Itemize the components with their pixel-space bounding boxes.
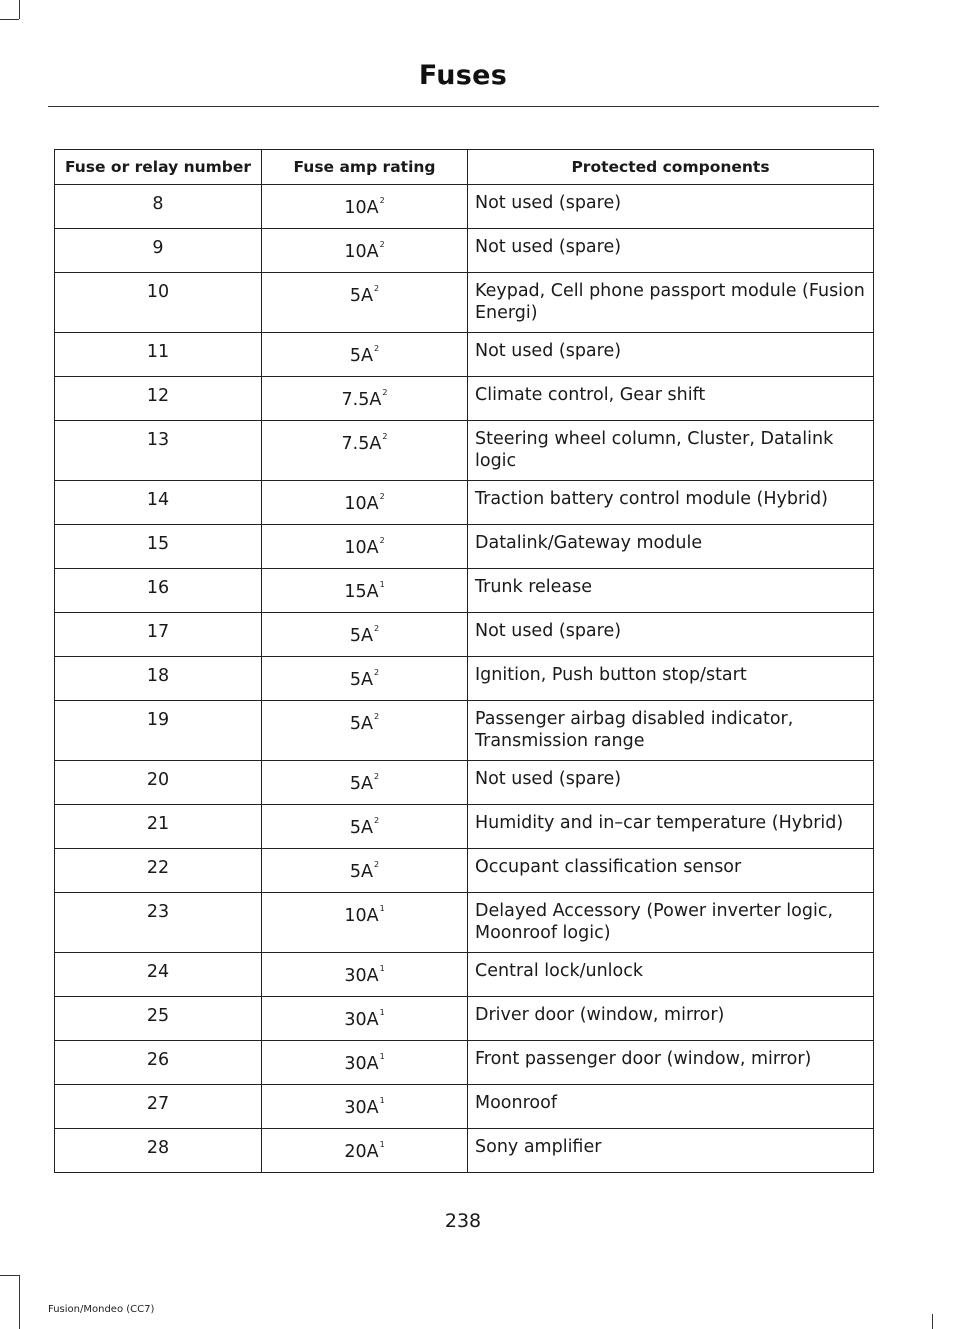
crop-mark bbox=[19, 0, 20, 19]
footnote-marker: 2 bbox=[374, 668, 380, 677]
footnote-marker: 2 bbox=[374, 712, 380, 721]
table-row bbox=[55, 377, 874, 421]
protected-component: Climate control, Gear shift bbox=[468, 377, 874, 421]
protected-component: Not used (spare) bbox=[468, 761, 874, 805]
amp-rating: 7.5A bbox=[341, 390, 382, 410]
protected-component: Steering wheel column, Cluster, Datalink logic bbox=[468, 421, 874, 481]
fuse-number: 19 bbox=[55, 701, 262, 761]
amp-rating: 5A bbox=[349, 862, 373, 882]
amp-rating: 5A bbox=[349, 714, 373, 734]
footnote-marker: 2 bbox=[382, 388, 388, 397]
amp-rating: 30A bbox=[344, 966, 379, 986]
table-row bbox=[55, 1085, 874, 1129]
protected-component: Not used (spare) bbox=[468, 613, 874, 657]
table-header-row bbox=[55, 150, 874, 185]
footnote-marker: 1 bbox=[379, 580, 385, 589]
table-row bbox=[55, 953, 874, 997]
fuse-number: 21 bbox=[55, 805, 262, 849]
fuse-number: 27 bbox=[55, 1085, 262, 1129]
amp-rating: 10A bbox=[344, 198, 379, 218]
protected-component: Trunk release bbox=[468, 569, 874, 613]
crop-mark bbox=[0, 19, 19, 20]
table-row bbox=[55, 997, 874, 1041]
fuse-number: 24 bbox=[55, 953, 262, 997]
title-divider bbox=[48, 106, 879, 107]
amp-rating-cell bbox=[262, 805, 468, 849]
table-row bbox=[55, 421, 874, 481]
amp-rating: 5A bbox=[349, 626, 373, 646]
amp-rating: 30A bbox=[344, 1054, 379, 1074]
amp-rating-cell bbox=[262, 953, 468, 997]
footnote-marker: 2 bbox=[374, 816, 380, 825]
footnote-marker: 2 bbox=[382, 432, 388, 441]
amp-rating-cell bbox=[262, 377, 468, 421]
protected-component: Front passenger door (window, mirror) bbox=[468, 1041, 874, 1085]
footnote-marker: 1 bbox=[379, 904, 385, 913]
amp-rating-cell bbox=[262, 893, 468, 953]
amp-rating-cell bbox=[262, 185, 468, 229]
table-row bbox=[55, 1129, 874, 1173]
footnote-marker: 2 bbox=[374, 624, 380, 633]
table-row bbox=[55, 1041, 874, 1085]
fuse-number: 18 bbox=[55, 657, 262, 701]
protected-component: Central lock/unlock bbox=[468, 953, 874, 997]
protected-component: Moonroof bbox=[468, 1085, 874, 1129]
protected-component: Occupant classification sensor bbox=[468, 849, 874, 893]
protected-component: Delayed Accessory (Power inverter logic, Moonroof logic) bbox=[468, 893, 874, 953]
amp-rating-cell bbox=[262, 613, 468, 657]
table-row bbox=[55, 849, 874, 893]
footnote-marker: 1 bbox=[379, 1052, 385, 1061]
amp-rating-cell bbox=[262, 333, 468, 377]
footnote-marker: 2 bbox=[379, 196, 385, 205]
amp-rating: 30A bbox=[344, 1098, 379, 1118]
amp-rating-cell bbox=[262, 421, 468, 481]
fuse-number: 13 bbox=[55, 421, 262, 481]
footnote-marker: 1 bbox=[379, 1096, 385, 1105]
protected-component: Humidity and in–car temperature (Hybrid) bbox=[468, 805, 874, 849]
protected-component: Driver door (window, mirror) bbox=[468, 997, 874, 1041]
fuse-number: 10 bbox=[55, 273, 262, 333]
fuse-number: 16 bbox=[55, 569, 262, 613]
amp-rating: 20A bbox=[344, 1142, 379, 1162]
amp-rating: 5A bbox=[349, 286, 373, 306]
fuse-number: 14 bbox=[55, 481, 262, 525]
amp-rating-cell bbox=[262, 525, 468, 569]
amp-rating: 5A bbox=[349, 346, 373, 366]
footnote-marker: 1 bbox=[379, 1008, 385, 1017]
table-row bbox=[55, 185, 874, 229]
fuse-number: 22 bbox=[55, 849, 262, 893]
amp-rating-cell bbox=[262, 1129, 468, 1173]
amp-rating-cell bbox=[262, 701, 468, 761]
fuse-number: 9 bbox=[55, 229, 262, 273]
fuse-number: 25 bbox=[55, 997, 262, 1041]
amp-rating: 15A bbox=[344, 582, 379, 602]
footer-model: Fusion/Mondeo (CC7) bbox=[48, 1304, 155, 1315]
amp-rating-cell bbox=[262, 849, 468, 893]
footnote-marker: 1 bbox=[379, 964, 385, 973]
page-number: 238 bbox=[444, 1210, 482, 1232]
fuse-number: 12 bbox=[55, 377, 262, 421]
protected-component: Ignition, Push button stop/start bbox=[468, 657, 874, 701]
amp-rating-cell bbox=[262, 273, 468, 333]
fuse-table-body bbox=[55, 185, 874, 1173]
page-title: Fuses bbox=[418, 60, 508, 91]
table-row bbox=[55, 525, 874, 569]
footnote-marker: 2 bbox=[374, 772, 380, 781]
amp-rating-cell bbox=[262, 1041, 468, 1085]
amp-rating: 10A bbox=[344, 538, 379, 558]
footnote-marker: 2 bbox=[379, 536, 385, 545]
fuse-number: 15 bbox=[55, 525, 262, 569]
amp-rating: 10A bbox=[344, 494, 379, 514]
amp-rating-cell bbox=[262, 997, 468, 1041]
table-row bbox=[55, 333, 874, 377]
footnote-marker: 2 bbox=[374, 860, 380, 869]
amp-rating: 7.5A bbox=[341, 434, 382, 454]
fuse-number: 23 bbox=[55, 893, 262, 953]
amp-rating: 10A bbox=[344, 242, 379, 262]
protected-component: Keypad, Cell phone passport module (Fusion Energi) bbox=[468, 273, 874, 333]
table-row bbox=[55, 893, 874, 953]
amp-rating-cell bbox=[262, 657, 468, 701]
protected-component: Datalink/Gateway module bbox=[468, 525, 874, 569]
column-header-protected-components: Protected components bbox=[468, 150, 874, 185]
column-header-amp-rating: Fuse amp rating bbox=[262, 150, 468, 185]
table-row bbox=[55, 273, 874, 333]
fuse-number: 26 bbox=[55, 1041, 262, 1085]
table-row bbox=[55, 481, 874, 525]
table-row bbox=[55, 805, 874, 849]
amp-rating-cell bbox=[262, 481, 468, 525]
fuse-number: 20 bbox=[55, 761, 262, 805]
protected-component: Passenger airbag disabled indicator, Transmission range bbox=[468, 701, 874, 761]
crop-mark bbox=[19, 1275, 20, 1329]
table-row bbox=[55, 701, 874, 761]
amp-rating: 30A bbox=[344, 1010, 379, 1030]
table-row bbox=[55, 569, 874, 613]
amp-rating: 5A bbox=[349, 818, 373, 838]
amp-rating-cell bbox=[262, 569, 468, 613]
protected-component: Sony amplifier bbox=[468, 1129, 874, 1173]
fuse-number: 28 bbox=[55, 1129, 262, 1173]
fuse-number: 8 bbox=[55, 185, 262, 229]
protected-component: Not used (spare) bbox=[468, 185, 874, 229]
table-row bbox=[55, 613, 874, 657]
footnote-marker: 2 bbox=[374, 344, 380, 353]
footnote-marker: 2 bbox=[379, 492, 385, 501]
fuse-number: 11 bbox=[55, 333, 262, 377]
crop-mark bbox=[932, 1314, 933, 1329]
fuse-table bbox=[54, 149, 874, 1173]
amp-rating: 10A bbox=[344, 906, 379, 926]
column-header-fuse-number: Fuse or relay number bbox=[55, 150, 262, 185]
amp-rating-cell bbox=[262, 761, 468, 805]
footnote-marker: 2 bbox=[374, 284, 380, 293]
amp-rating-cell bbox=[262, 1085, 468, 1129]
crop-mark bbox=[0, 1275, 19, 1276]
amp-rating: 5A bbox=[349, 670, 373, 690]
footnote-marker: 2 bbox=[379, 240, 385, 249]
fuse-number: 17 bbox=[55, 613, 262, 657]
table-row bbox=[55, 229, 874, 273]
table-row bbox=[55, 761, 874, 805]
table-row bbox=[55, 657, 874, 701]
footnote-marker: 1 bbox=[379, 1140, 385, 1149]
protected-component: Not used (spare) bbox=[468, 229, 874, 273]
amp-rating-cell bbox=[262, 229, 468, 273]
amp-rating: 5A bbox=[349, 774, 373, 794]
protected-component: Traction battery control module (Hybrid) bbox=[468, 481, 874, 525]
protected-component: Not used (spare) bbox=[468, 333, 874, 377]
